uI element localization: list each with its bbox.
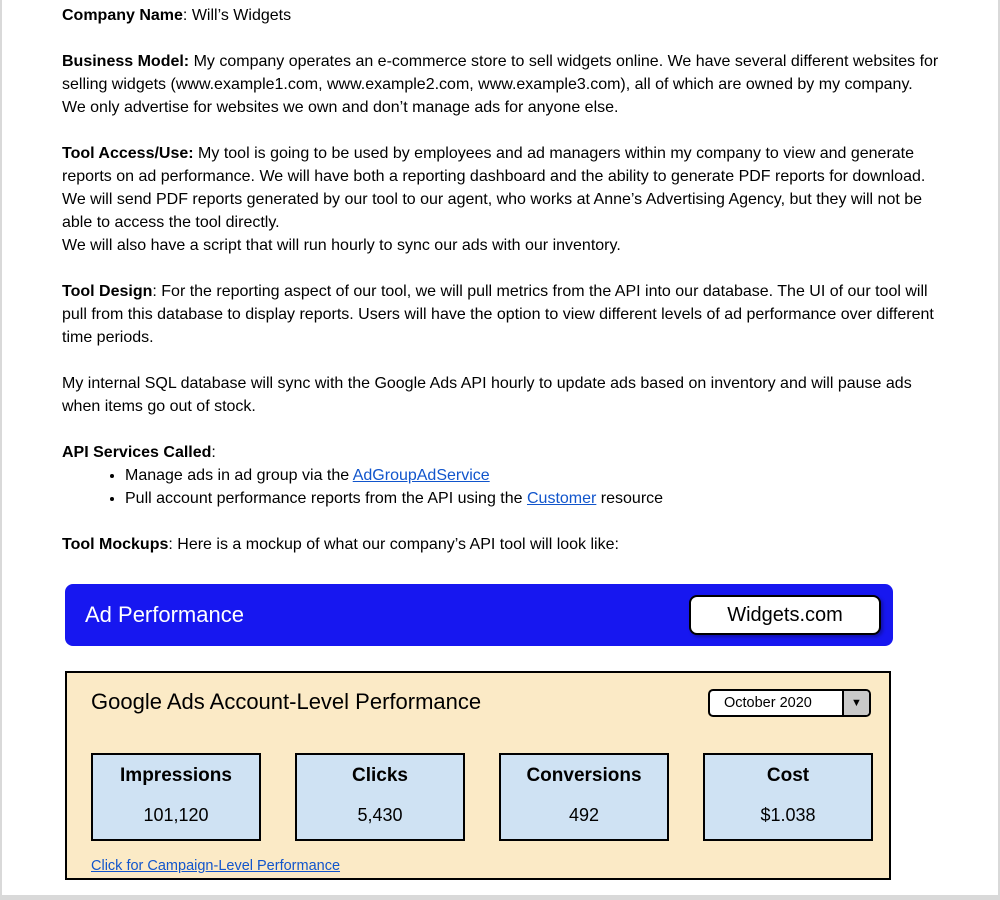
widgets-site-button-label: Widgets.com — [727, 603, 843, 626]
tool-access-text: My tool is going to be used by employees and ad managers within my company to view and generate reports on ad performance. We will have both a reporting dashboard and the ability to generate PDF reports for download. We will send PDF reports generated by our tool to our agent, who works at Anne’s Advertising Agency, but they will not be able to access the tool directly. — [62, 145, 926, 231]
date-dropdown[interactable] — [708, 689, 871, 717]
chevron-down-icon[interactable]: ▼ — [842, 691, 869, 715]
panel-link-row — [91, 857, 873, 875]
bullet-text-after: resource — [596, 490, 664, 507]
list-item-customer — [125, 487, 940, 510]
metric-card-conversions — [499, 753, 669, 841]
paragraph-api-services — [62, 441, 940, 464]
paragraph-sql-note — [62, 372, 940, 418]
tool-mockups-text: : Here is a mockup of what our company’s API tool will look like: — [168, 536, 619, 553]
tool-mockups-label: Tool Mockups — [62, 536, 169, 553]
metric-label: Impressions — [120, 765, 232, 786]
tool-design-text: : For the reporting aspect of our tool, we will pull metrics from the API into our database. The UI of our tool will pull from this database to display reports. Users will have the option to view different levels of ad performance over different time periods. — [62, 283, 934, 346]
tool-access-label: Tool Access/Use: — [62, 145, 194, 162]
account-performance-panel — [65, 671, 891, 880]
api-services-colon: : — [211, 444, 216, 461]
adgroupadservice-link[interactable]: AdGroupAdService — [352, 467, 490, 484]
api-services-list — [62, 464, 940, 510]
paragraph-tool-mockups — [62, 533, 940, 556]
metric-value: $1.038 — [760, 805, 816, 825]
paragraph-business-model — [62, 50, 940, 119]
paragraph-tool-access — [62, 142, 940, 257]
metric-label: Conversions — [526, 765, 642, 786]
panel-top-row — [91, 689, 873, 717]
date-dropdown-value: October 2020 — [724, 695, 812, 711]
panel-title: Google Ads Account-Level Performance — [91, 689, 482, 714]
business-model-label: Business Model: — [62, 53, 190, 70]
metric-value: 101,120 — [143, 805, 209, 825]
metric-card-clicks — [295, 753, 465, 841]
company-name-label: Company Name — [62, 7, 183, 24]
mockup-header-title: Ad Performance — [85, 602, 244, 627]
bullet-text-before: Pull account performance reports from the API using the — [125, 490, 527, 507]
tool-mockup — [65, 584, 893, 880]
metrics-row — [91, 753, 873, 841]
business-model-text: My company operates an e-commerce store to sell widgets online. We have several different websites for selling widgets (www.example1.com, www.example2.com, www.example3.com), all of which are owned by my company. We only advertise for websites we own and don’t manage ads for anyone else. — [62, 53, 939, 116]
tool-access-text2: We will also have a script that will run hourly to sync our ads with our inventory. — [62, 237, 621, 254]
metric-value: 492 — [568, 805, 600, 825]
document-body — [62, 4, 940, 880]
campaign-level-link[interactable]: Click for Campaign-Level Performance — [91, 858, 341, 874]
api-services-label: API Services Called — [62, 444, 212, 461]
customer-link[interactable]: Customer — [526, 490, 597, 507]
bullet-text-before: Manage ads in ad group via the — [125, 467, 353, 484]
metric-card-impressions — [91, 753, 261, 841]
metric-label: Cost — [766, 765, 810, 786]
mockup-header-bar — [65, 584, 893, 646]
widgets-site-button[interactable] — [689, 595, 881, 635]
sql-note-text: My internal SQL database will sync with the Google Ads API hourly to update ads based on inventory and will pause ads when items go out of stock. — [62, 375, 912, 415]
tool-design-label: Tool Design — [62, 283, 153, 300]
paragraph-tool-design — [62, 280, 940, 349]
metric-card-cost — [703, 753, 873, 841]
metric-value: 5,430 — [357, 805, 403, 825]
paragraph-company-name — [62, 4, 940, 27]
list-item-adgroupadservice — [125, 464, 940, 487]
company-name-value: : Will’s Widgets — [182, 7, 292, 24]
metric-label: Clicks — [352, 765, 408, 786]
